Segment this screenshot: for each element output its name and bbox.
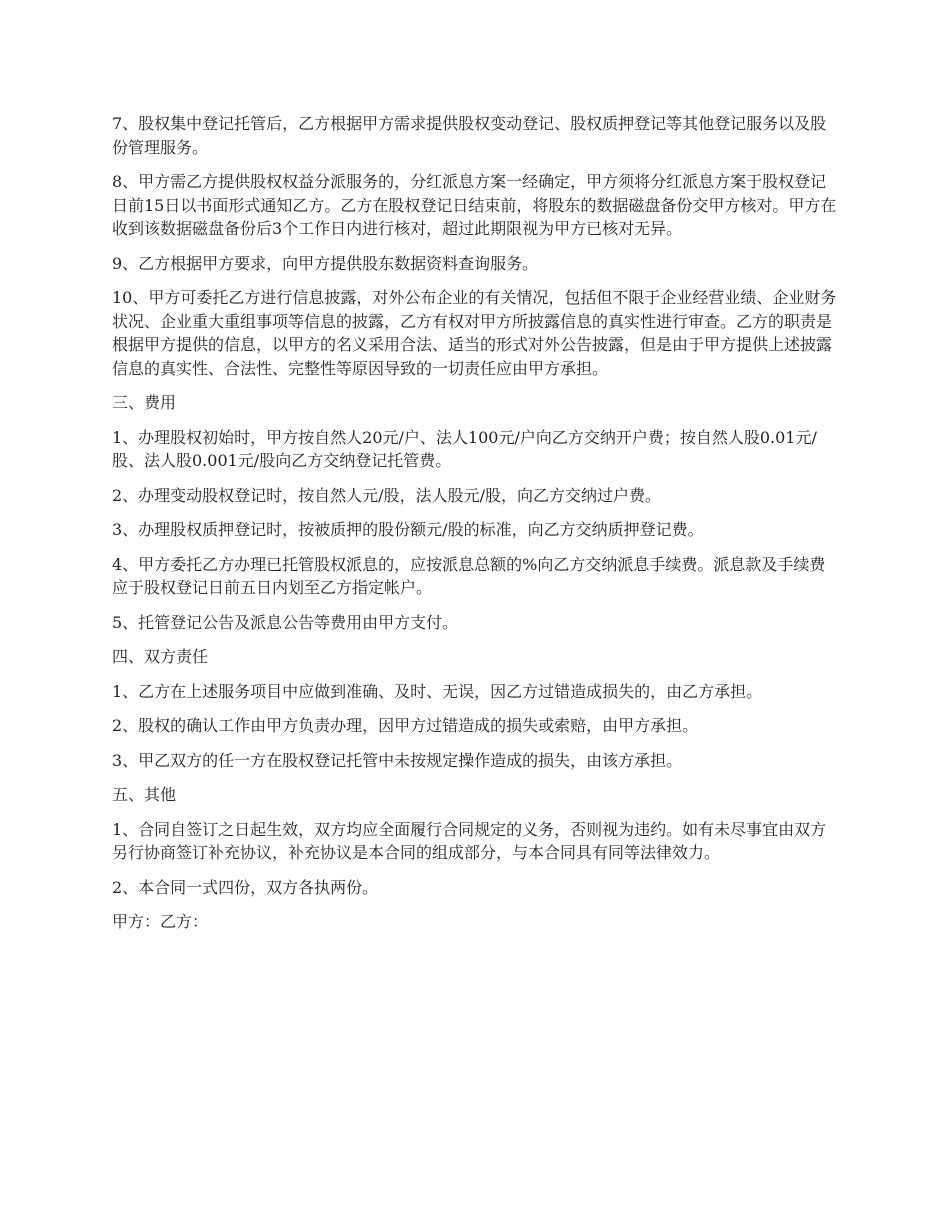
clause-7: 7、股权集中登记托管后，乙方根据甲方需求提供股权变动登记、股权质押登记等其他登记服务以及股份管理服务。 xyxy=(112,114,827,157)
clause-10: 10、甲方可委托乙方进行信息披露，对外公布企业的有关情况，包括但不限于企业经营业绩、企业财务状况、企业重大重组事项等信息的披露，乙方有权对甲方所披露信息的真实性进行审查。乙方的职责是根据甲方提供的信息，以甲方的名义采用合法、适当的形式对外公告披露，但是由于甲方提供上述披露信息的真实性、合法性、完整性等原因导致的一切责任应由甲方承担。 xyxy=(112,288,837,378)
clause-8: 8、甲方需乙方提供股权权益分派服务的，分红派息方案一经确定，甲方须将分红派息方案于股权登记日前15日以书面形式通知乙方。乙方在股权登记日结束前，将股东的数据磁盘备份交甲方核对。甲方在收到该数据磁盘备份后3个工作日内进行核对，超过此期限视为甲方已核对无异。 xyxy=(112,172,837,238)
fee-clause-1: 1、办理股权初始时，甲方按自然人20元/户、法人100元/户向乙方交纳开户费；按自然人股0.01元/股、法人股0.001元/股向乙方交纳登记托管费。 xyxy=(112,427,817,470)
other-clause-2: 2、本合同一式四份，双方各执两份。 xyxy=(112,877,379,897)
fee-clause-3: 3、办理股权质押登记时，按被质押的股份额元/股的标准，向乙方交纳质押登记费。 xyxy=(112,520,704,539)
other-clause-1: 1、合同自签订之日起生效，双方均应全面履行合同规定的义务，否则视为违约。如有未尽事宜由双方另行协商签订补充协议，补充协议是本合同的组成部分，与本合同具有同等法律效力。 xyxy=(112,819,827,862)
fee-clause-2: 2、办理变动股权登记时，按自然人元/股，法人股元/股，向乙方交纳过户费。 xyxy=(112,485,661,505)
responsibility-clause-2: 2、股权的确认工作由甲方负责办理，因甲方过错造成的损失或索赔，由甲方承担。 xyxy=(112,716,699,735)
fee-clause-4: 4、甲方委托乙方办理已托管股权派息的，应按派息总额的%向乙方交纳派息手续费。派息款及手续费应于股权登记日前五日内划至乙方指定帐户。 xyxy=(112,554,826,597)
section-heading-fees: 三、费用 xyxy=(112,393,177,412)
section-heading-other: 五、其他 xyxy=(112,785,177,804)
fee-clause-5: 5、托管登记公告及派息公告等费用由甲方支付。 xyxy=(112,612,459,632)
responsibility-clause-1: 1、乙方在上述服务项目中应做到准确、及时、无误，因乙方过错造成损失的，由乙方承担。 xyxy=(112,681,763,701)
clause-9: 9、乙方根据甲方要求，向甲方提供股东数据资料查询服务。 xyxy=(112,253,539,273)
signature-line: 甲方：乙方： xyxy=(112,912,209,931)
document-body xyxy=(112,112,840,945)
section-heading-responsibilities: 四、双方责任 xyxy=(112,647,209,666)
responsibility-clause-3: 3、甲乙双方的任一方在股权登记托管中未按规定操作造成的损失，由该方承担。 xyxy=(112,750,683,770)
